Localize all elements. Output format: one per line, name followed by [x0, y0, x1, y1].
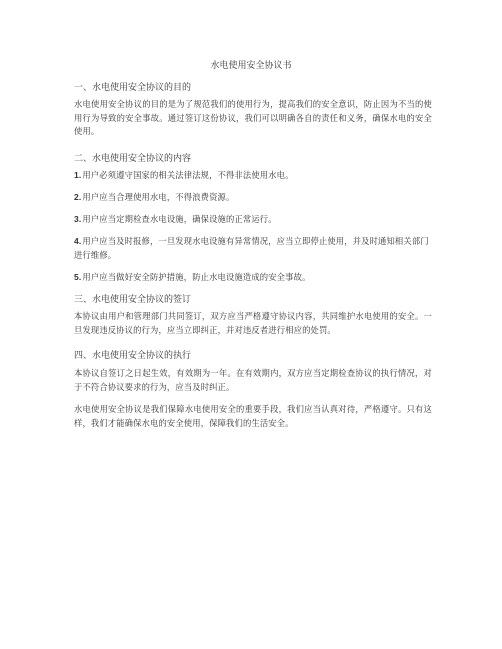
- list-item: [74, 169, 432, 183]
- list-item-number: 1.: [74, 170, 82, 180]
- paragraph-signing: 本协议由用户和管理部门共同签订，双方应当严格遵守协议内容，共同维护水电使用的安全。一旦发现违反协议的行为，应当立即纠正，并对违反者进行相应的处罚。: [74, 311, 432, 335]
- list-item: [74, 213, 432, 227]
- paragraph-conclusion: 水电使用安全协议是我们保障水电使用安全的重要手段，我们应当认真对待，严格遵守。只有这样，我们才能确保水电的安全使用，保障我们的生活安全。: [74, 404, 432, 428]
- list-item: [74, 235, 432, 262]
- list-item-text: 用户应当做好安全防护措施，防止水电设施造成的安全事故。: [82, 272, 311, 282]
- section-heading-signing: 三、水电使用安全协议的签订: [74, 295, 192, 305]
- section-heading-purpose: 一、水电使用安全协议的目的: [74, 83, 192, 93]
- paragraph-purpose: 水电使用安全协议的目的是为了规范我们的使用行为，提高我们的安全意识，防止因为不当的使用行为导致的安全事故。通过签订这份协议，我们可以明确各自的责任和义务，确保水电的安全使用。: [74, 99, 432, 136]
- list-item-text: 用户应当及时报修，一旦发现水电设施有异常情况，应当立即停止使用，并及时通知相关部门进行维修。: [74, 236, 429, 260]
- list-item-number: 4.: [74, 236, 82, 246]
- list-item-number: 5.: [74, 272, 82, 282]
- list-item-number: 3.: [74, 214, 82, 224]
- section-heading-execution: 四、水电使用安全协议的执行: [74, 351, 192, 361]
- document-title: 水电使用安全协议书: [210, 61, 292, 71]
- section-heading-content: 二、水电使用安全协议的内容: [74, 154, 192, 164]
- list-item: [74, 271, 432, 285]
- list-item: [74, 191, 432, 205]
- list-item-text: 用户应当定期检查水电设施，确保设施的正常运行。: [82, 214, 277, 224]
- list-item-text: 用户应当合理使用水电，不得浪费资源。: [82, 192, 235, 202]
- paragraph-execution: 本协议自签订之日起生效，有效期为一年。在有效期内，双方应当定期检查协议的执行情况，对于不符合协议要求的行为，应当及时纠正。: [74, 368, 432, 392]
- list-item-text: 用户必须遵守国家的相关法律法规，不得非法使用水电。: [82, 170, 294, 180]
- list-item-number: 2.: [74, 192, 82, 202]
